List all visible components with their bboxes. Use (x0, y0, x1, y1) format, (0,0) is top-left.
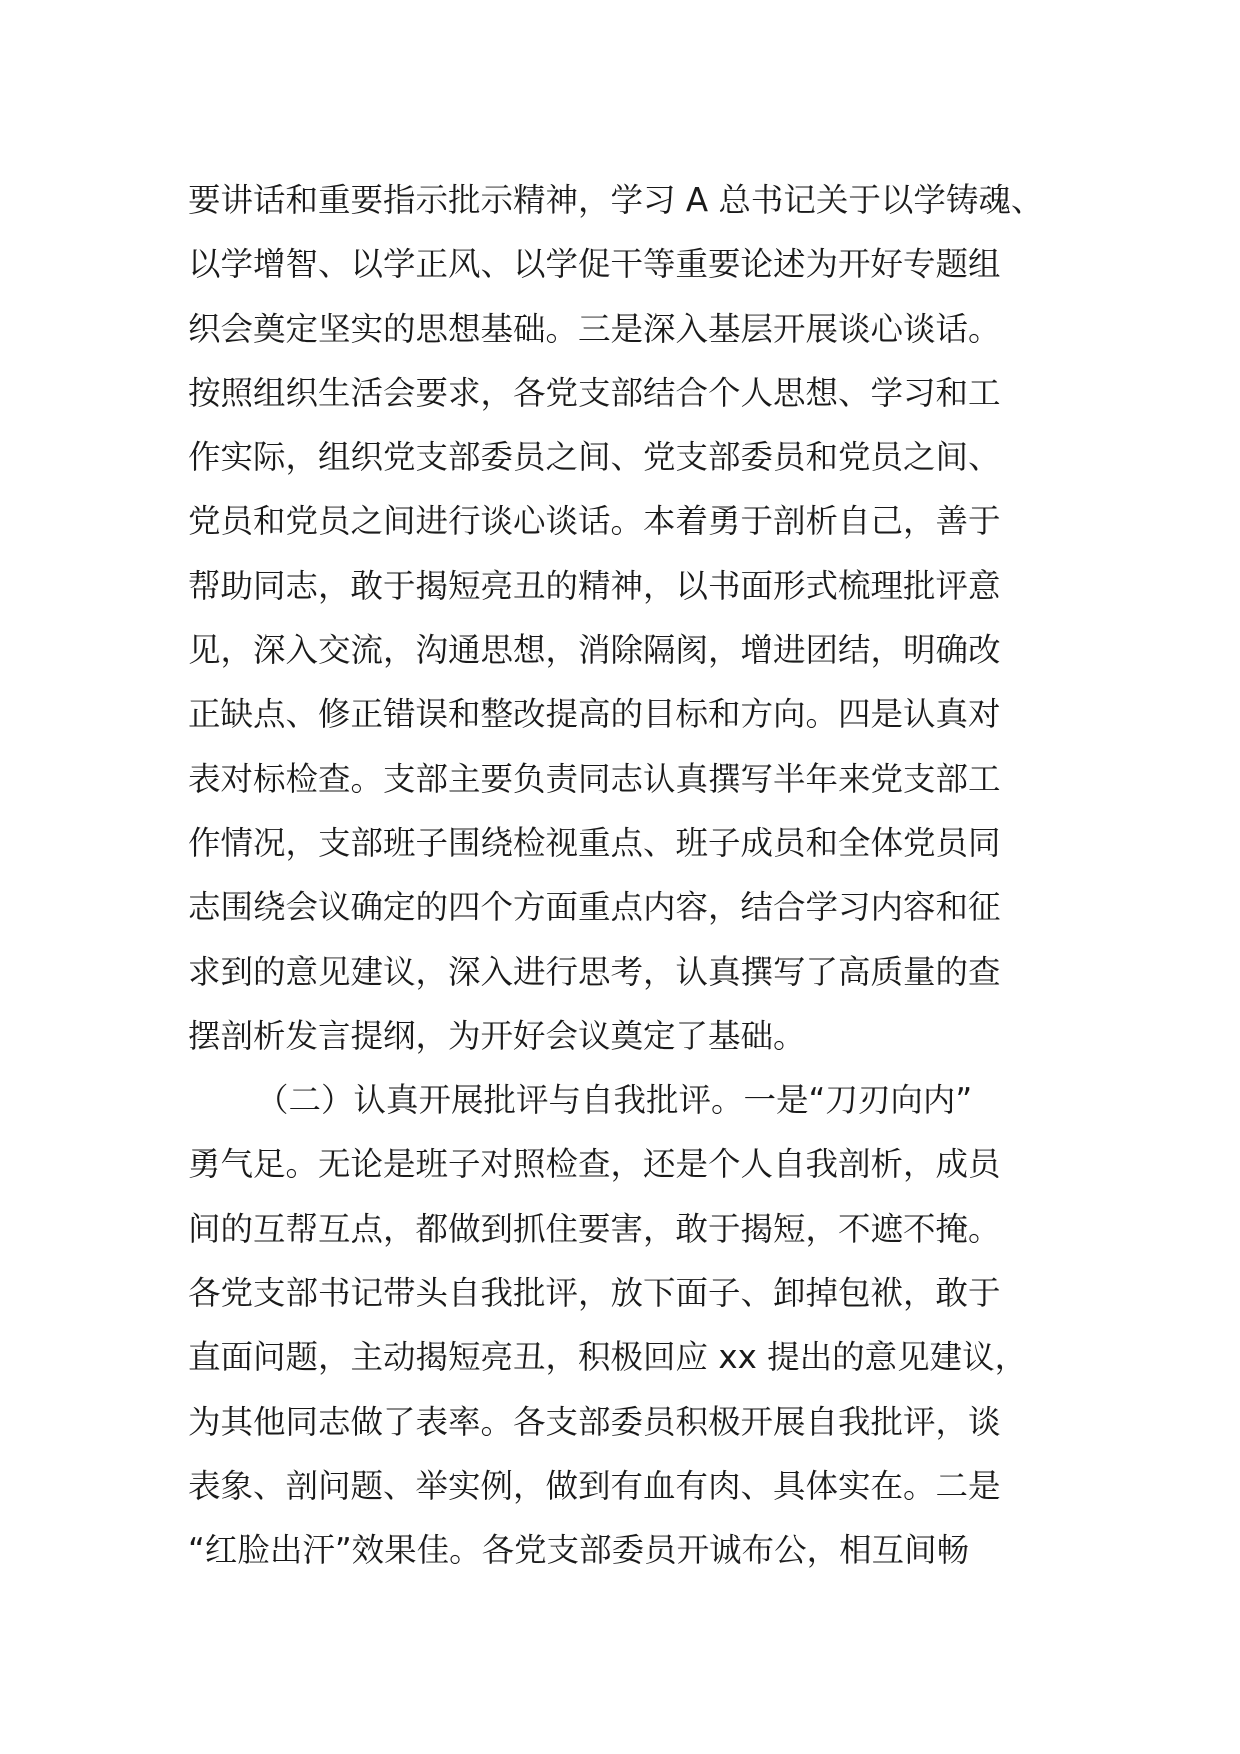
body-text (188, 168, 1068, 1583)
text-line: 作实际，组织党支部委员之间、党支部委员和党员之间、 (188, 438, 1001, 477)
text-line: 作情况，支部班子围绕检视重点、班子成员和全体党员同 (188, 823, 1001, 862)
text-line: 以学增智、以学正风、以学促干等重要论述为开好专题组 (188, 245, 1001, 284)
text-line: 见，深入交流，沟通思想，消除隔阂，增进团结，明确改 (188, 631, 1001, 670)
text-line: 求到的意见建议，深入进行思考，认真撰写了高质量的查 (188, 952, 1001, 991)
text-line: 勇气足。无论是班子对照检查，还是个人自我剖析，成员 (188, 1145, 1001, 1184)
text-line: 党员和党员之间进行谈心谈话。本着勇于剖析自己，善于 (188, 502, 1001, 541)
text-line: 间的互帮互点，都做到抓住要害，敢于揭短，不遮不掩。 (188, 1209, 1001, 1248)
text-line: 按照组织生活会要求，各党支部结合个人思想、学习和工 (188, 373, 1001, 412)
text-line: 正缺点、修正错误和整改提高的目标和方向。四是认真对 (188, 695, 1001, 734)
text-line: 志围绕会议确定的四个方面重点内容，结合学习内容和征 (188, 888, 1001, 927)
text-line: 直面问题，主动揭短亮丑，积极回应 xx 提出的意见建议， (188, 1338, 1028, 1377)
section-heading-line: （二）认真开展批评与自我批评。一是“刀刃向内” (256, 1081, 973, 1120)
text-line: 为其他同志做了表率。各支部委员积极开展自我批评，谈 (188, 1402, 1001, 1441)
text-line: 各党支部书记带头自我批评，放下面子、卸掉包袱，敢于 (188, 1274, 1001, 1313)
text-line: 织会奠定坚实的思想基础。三是深入基层开展谈心谈话。 (188, 309, 1001, 348)
text-line: 摆剖析发言提纲，为开好会议奠定了基础。 (188, 1016, 806, 1055)
text-line: 表对标检查。支部主要负责同志认真撰写半年来党支部工 (188, 759, 1001, 798)
text-line: “红脸出汗”效果佳。各党支部委员开诚布公，相互间畅 (188, 1531, 970, 1570)
text-line: 要讲话和重要指示批示精神，学习 A 总书记关于以学铸魂、 (188, 181, 1044, 219)
text-line: 表象、剖问题、举实例，做到有血有肉、具体实在。二是 (188, 1466, 1001, 1505)
text-line: 帮助同志，敢于揭短亮丑的精神，以书面形式梳理批评意 (188, 566, 1001, 605)
